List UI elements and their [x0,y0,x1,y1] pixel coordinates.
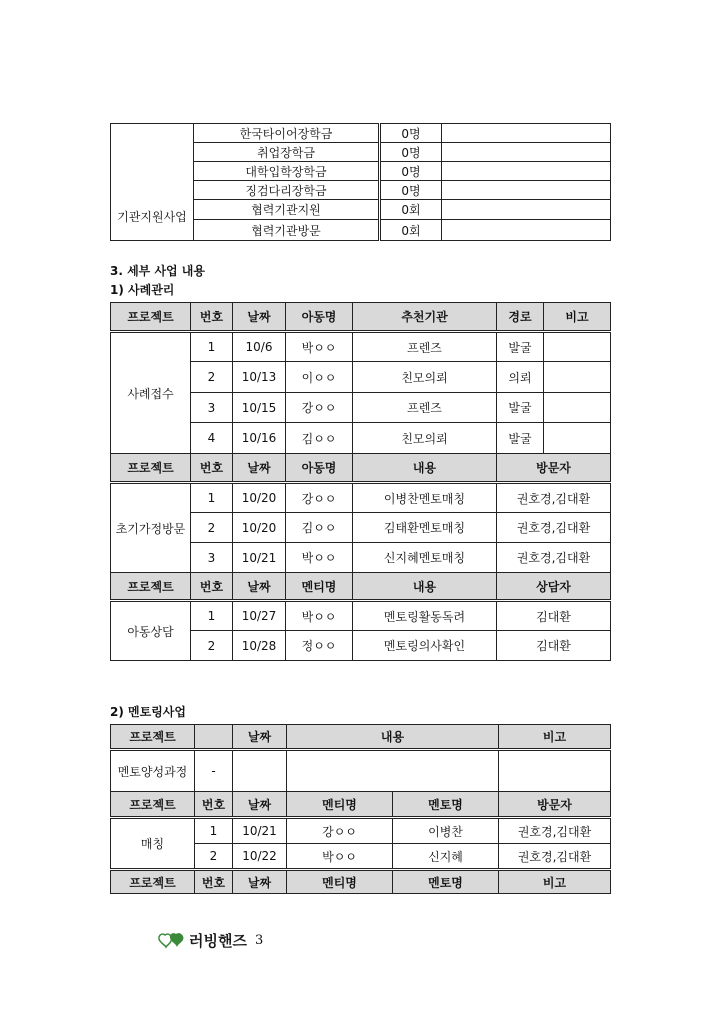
count-cell: 0명 [380,124,442,143]
row-no: 1 [191,601,233,631]
row-date: 10/20 [233,483,286,513]
row-no: 1 [195,818,233,844]
header-mentor: 멘토명 [393,870,499,894]
header-no: 번호 [191,573,233,601]
row-no: 4 [191,423,233,454]
item-cell: 협력기관방문 [194,220,380,241]
note-cell [442,181,611,200]
row-mentee: 박ㅇㅇ [287,844,393,870]
header-no: 번호 [191,303,233,332]
header-mentor: 멘토명 [393,792,499,818]
row-org: 친모의뢰 [353,362,497,393]
row-visitor: 권호경,김대환 [499,844,611,870]
row-note [544,362,611,393]
row-date: 10/21 [233,818,287,844]
note-cell [442,143,611,162]
row-child: 박ㅇㅇ [286,543,353,573]
group-home-visit: 초기가정방문 [111,483,191,573]
item-cell: 한국타이어장학금 [194,124,380,143]
group-cell [111,124,194,200]
header-date: 날짜 [233,573,286,601]
row-no: 3 [191,393,233,423]
row-project: 멘토양성과정 [111,750,195,792]
row-visitor: 권호경,김대환 [497,513,611,543]
section-title: 3. 세부 사업 내용 [110,264,205,278]
row-date: 10/6 [233,332,286,362]
row-note [544,332,611,362]
header-no: 번호 [195,792,233,818]
header-project: 프로젝트 [111,792,195,818]
case-table [110,302,611,661]
footer [157,930,263,951]
header-content: 내용 [353,573,497,601]
row-no: 2 [191,513,233,543]
row-child: 박ㅇㅇ [286,601,353,631]
row-date: 10/28 [233,631,286,661]
row-content: 멘토링의사확인 [353,631,497,661]
row-no: - [195,750,233,792]
row-date: 10/20 [233,513,286,543]
note-cell [442,200,611,220]
header-date: 날짜 [233,303,286,332]
row-date: 10/16 [233,423,286,454]
row-route: 발굴 [497,332,544,362]
header-mentee: 멘티명 [287,792,393,818]
header-date: 날짜 [233,454,286,483]
row-child: 강ㅇㅇ [286,393,353,423]
row-mentor: 이병찬 [393,818,499,844]
header-project: 프로젝트 [111,725,195,750]
header-mentee: 멘티명 [286,573,353,601]
header-counselor: 상담자 [497,573,611,601]
count-cell: 0회 [380,220,442,241]
row-child: 박ㅇㅇ [286,332,353,362]
row-child: 김ㅇㅇ [286,513,353,543]
subsection-case: 1) 사례관리 [110,283,175,297]
header-route: 경로 [497,303,544,332]
group-matching: 매칭 [111,818,195,870]
row-route: 발굴 [497,423,544,454]
row-note [544,423,611,454]
row-date: 10/15 [233,393,286,423]
row-no: 1 [191,483,233,513]
row-route: 발굴 [497,393,544,423]
row-date: 10/21 [233,543,286,573]
row-note [544,393,611,423]
row-content: 멘토링활동독려 [353,601,497,631]
subsection-mentoring: 2) 멘토링사업 [110,705,186,719]
row-visitor: 권호경,김대환 [497,543,611,573]
item-cell: 협력기관지원 [194,200,380,220]
note-cell [442,124,611,143]
header-blank [195,725,233,750]
header-child: 아동명 [286,303,353,332]
row-note [499,750,611,792]
note-cell [442,220,611,241]
row-date [233,750,287,792]
header-project: 프로젝트 [111,870,195,894]
row-date: 10/13 [233,362,286,393]
header-date: 날짜 [233,870,287,894]
item-cell: 취업장학금 [194,143,380,162]
header-note: 비고 [544,303,611,332]
row-org: 친모의뢰 [353,423,497,454]
row-visitor: 권호경,김대환 [499,818,611,844]
row-child: 강ㅇㅇ [286,483,353,513]
item-cell: 대학입학장학금 [194,162,380,181]
header-mentee: 멘티명 [287,870,393,894]
count-cell: 0회 [380,200,442,220]
header-note: 비고 [499,870,611,894]
row-date: 10/27 [233,601,286,631]
header-project: 프로젝트 [111,573,191,601]
row-child: 김ㅇㅇ [286,423,353,454]
row-content: 신지혜멘토매칭 [353,543,497,573]
row-org: 프렌즈 [353,393,497,423]
header-content: 내용 [353,454,497,483]
header-project: 프로젝트 [111,303,191,332]
group-label: 기관지원사업 [111,200,194,241]
row-child: 이ㅇㅇ [286,362,353,393]
header-visitor: 방문자 [497,454,611,483]
row-content [287,750,499,792]
support-table [110,123,611,241]
row-date: 10/22 [233,844,287,870]
item-cell: 징검다리장학금 [194,181,380,200]
loving-hands-logo-icon [157,931,185,951]
row-no: 3 [191,543,233,573]
row-mentee: 강ㅇㅇ [287,818,393,844]
row-counselor: 김대환 [497,601,611,631]
header-date: 날짜 [233,792,287,818]
row-no: 1 [191,332,233,362]
header-no: 번호 [191,454,233,483]
row-counselor: 김대환 [497,631,611,661]
row-content: 이병찬멘토매칭 [353,483,497,513]
group-case-intake: 사례접수 [111,332,191,454]
header-project: 프로젝트 [111,454,191,483]
row-no: 2 [191,362,233,393]
logo-text: 러빙핸즈 [189,932,247,950]
row-no: 2 [191,631,233,661]
row-visitor: 권호경,김대환 [497,483,611,513]
header-org: 추천기관 [353,303,497,332]
header-note: 비고 [499,725,611,750]
header-visitor: 방문자 [499,792,611,818]
note-cell [442,162,611,181]
header-date: 날짜 [233,725,287,750]
count-cell: 0명 [380,162,442,181]
row-org: 프렌즈 [353,332,497,362]
count-cell: 0명 [380,143,442,162]
row-content: 김태환멘토매칭 [353,513,497,543]
header-no: 번호 [195,870,233,894]
header-content: 내용 [287,725,499,750]
row-child: 정ㅇㅇ [286,631,353,661]
mentoring-table [110,724,611,894]
group-child-counseling: 아동상담 [111,601,191,661]
row-mentor: 신지혜 [393,844,499,870]
count-cell: 0명 [380,181,442,200]
page-number: 3 [254,933,264,948]
header-child: 아동명 [286,454,353,483]
row-no: 2 [195,844,233,870]
row-route: 의뢰 [497,362,544,393]
